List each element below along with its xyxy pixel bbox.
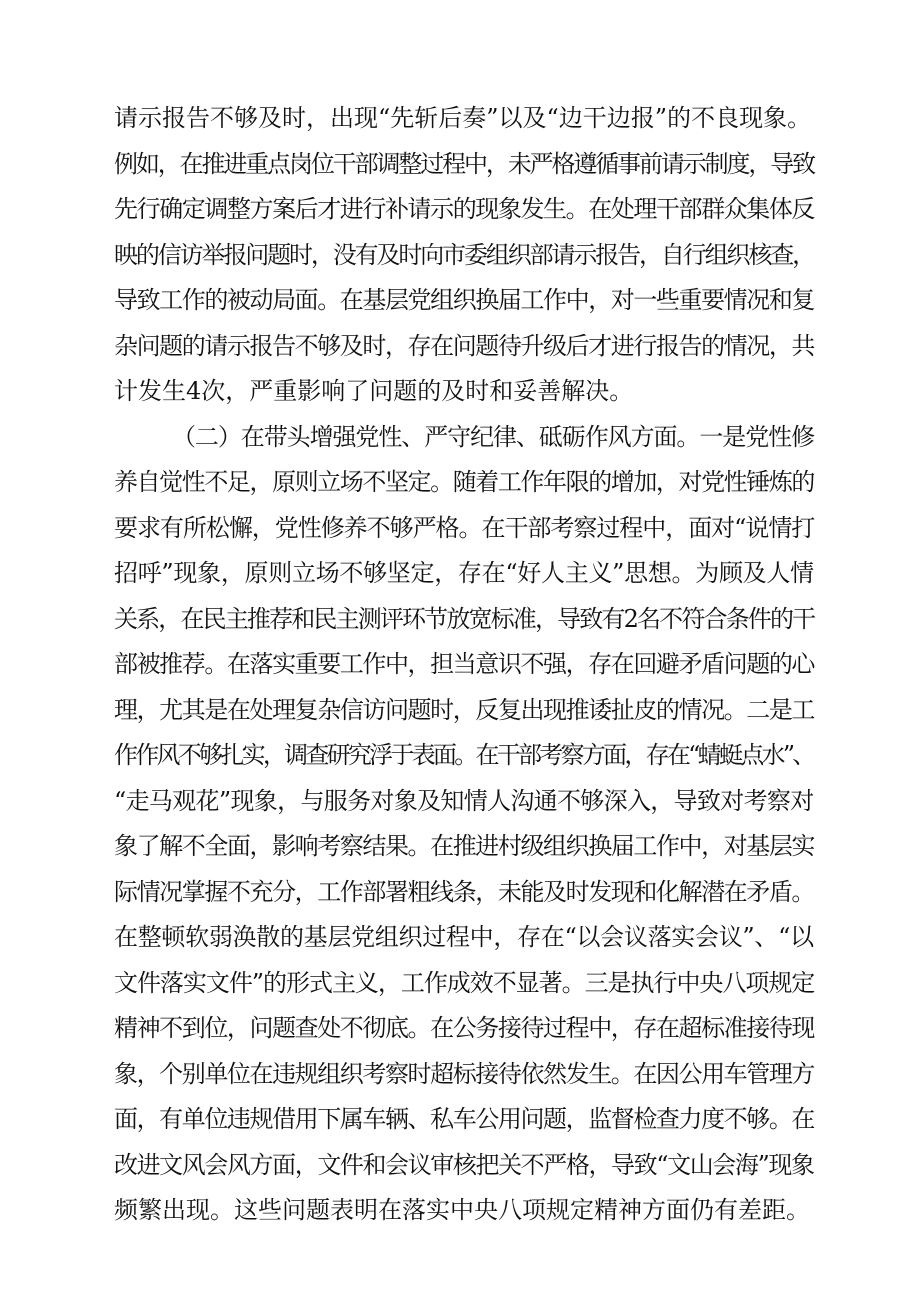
text-line: 养自觉性不足，原则立场不坚定。随着工作年限的增加，对党性锤炼的: [114, 468, 814, 496]
text-line: 要求有所松懈，党性修养不够严格。在干部考察过程中，面对“说情打: [114, 513, 815, 542]
text-line: 在整顿软弱涣散的基层党组织过程中，存在“以会议落实会议”、“以: [114, 923, 814, 951]
text-line: 招呼”现象，原则立场不够坚定，存在“好人主义”思想。为顾及人情: [114, 559, 814, 587]
text-line: 请示报告不够及时，出现“先斩后奏”以及“边干边报”的不良现象。: [114, 104, 812, 132]
text-line: 频繁出现。这些问题表明在落实中央八项规定精神方面仍有差距。: [114, 1196, 810, 1224]
text-line: 先行确定调整方案后才进行补请示的现象发生。在处理干部群众集体反: [114, 195, 814, 223]
text-line: 象了解不全面，影响考察结果。在推进村级组织换届工作中，对基层实: [114, 832, 814, 860]
text-line: 部被推荐。在落实重要工作中，担当意识不强，存在回避矛盾问题的心: [114, 650, 814, 678]
text-line: 计发生4次，严重影响了问题的及时和妥善解决。: [114, 377, 634, 405]
text-line: 导致工作的被动局面。在基层党组织换届工作中，对一些重要情况和复: [114, 286, 814, 314]
text-line: 面，有单位违规借用下属车辆、私车公用问题，监督检查力度不够。在: [114, 1105, 814, 1133]
text-line: 关系，在民主推荐和民主测评环节放宽标准，导致有2名不符合条件的干: [114, 604, 815, 633]
text-line: 际情况掌握不充分，工作部署粗线条，未能及时发现和化解潜在矛盾。: [114, 877, 814, 906]
text-line: 象，个别单位在违规组织考察时超标接待依然发生。在因公用车管理方: [114, 1059, 814, 1088]
text-line: 例如，在推进重点岗位干部调整过程中，未严格遵循事前请示制度，导致: [114, 149, 814, 178]
section-heading-line: （二）在带头增强党性、严守纪律、砥砺作风方面。一是党性修: [172, 422, 814, 451]
text-line: 作作风不够扎实，调查研究浮于表面。在干部考察方面，存在“蜻蜓点水”、: [114, 741, 814, 769]
text-line: 理，尤其是在处理复杂信访问题时，反复出现推诿扯皮的情况。二是工: [114, 695, 814, 724]
text-line: 杂问题的请示报告不够及时，存在问题待升级后才进行报告的情况，共: [114, 331, 814, 360]
text-line: 映的信访举报问题时，没有及时向市委组织部请示报告，自行组织核查，: [114, 240, 814, 269]
text-line: 文件落实文件”的形式主义，工作成效不显著。三是执行中央八项规定: [114, 968, 815, 997]
text-line: “走马观花”现象，与服务对象及知情人沟通不够深入，导致对考察对: [114, 786, 814, 815]
text-line: 改进文风会风方面，文件和会议审核把关不严格，导致“文山会海”现象: [114, 1150, 814, 1179]
body-text: [114, 96, 814, 1234]
text-line: 精神不到位，问题查处不彻底。在公务接待过程中，存在超标准接待现: [114, 1014, 814, 1042]
